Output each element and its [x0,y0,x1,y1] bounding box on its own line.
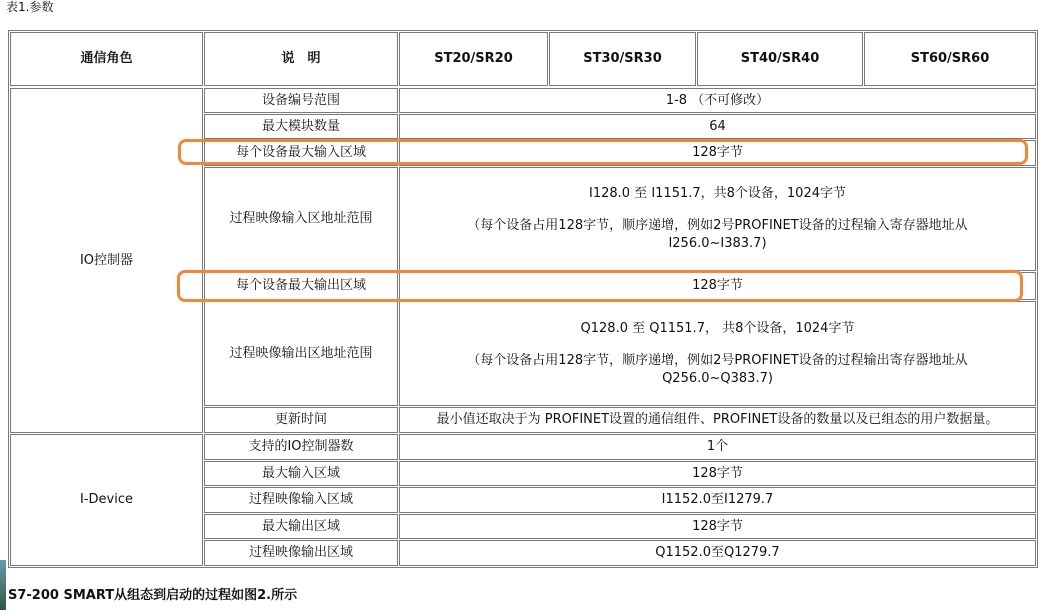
idev-row-desc: 最大输入区域 [204,461,398,486]
header-col-st60: ST60/SR60 [864,32,1036,86]
io-row-value [399,167,1036,271]
role-io-controller: IO控制器 [10,88,203,433]
footer-text: S7-200 SMART从组态到启动的过程如图2.所示 [8,588,298,603]
idev-row-value: 128字节 [399,461,1036,486]
idev-row-desc: 最大输出区域 [204,514,398,539]
table-caption: 表1.参数 [6,0,54,14]
output-range-line: Q128.0 至 Q1151.7， 共8个设备，1024字节 [580,320,855,336]
header-role: 通信角色 [10,32,203,86]
idev-row-desc: 过程映像输出区域 [204,540,398,566]
io-row-desc: 每个设备最大输入区域 [204,140,398,166]
idev-row-value: 128字节 [399,514,1036,539]
header-col-st40: ST40/SR40 [697,32,863,86]
idev-row-value: 1个 [399,434,1036,460]
output-range-note: （每个设备占用128字节，顺序递增，例如2号PROFINET设备的过程输出寄存器地址从 [467,352,968,368]
io-row-desc: 最大模块数量 [204,114,398,139]
io-row-value: 128字节 [399,272,1036,300]
input-range-note: （每个设备占用128字节，顺序递增，例如2号PROFINET设备的过程输入寄存器地址从 [467,218,968,233]
idev-row-desc: 支持的IO控制器数 [204,434,398,460]
idev-row-desc: 过程映像输入区域 [204,487,398,513]
header-col-st30: ST30/SR30 [549,32,696,86]
header-col-st20: ST20/SR20 [399,32,548,86]
io-row-value: 128字节 [399,140,1036,166]
io-row-desc: 更新时间 [204,407,398,433]
io-row-value: 64 [399,114,1036,139]
io-row-value: 最小值还取决于为 PROFINET设置的通信组件、PROFINET设备的数量以及已组态的用户数据量。 [399,407,1036,433]
io-row-desc: 每个设备最大输出区域 [204,272,398,300]
input-range-line: I128.0 至 I1151.7，共8个设备，1024字节 [589,186,846,201]
io-row-desc: 过程映像输入区地址范围 [204,167,398,271]
io-row-desc: 设备编号范围 [204,88,398,113]
header-desc: 说 明 [204,32,398,86]
io-row-value: 1-8 （不可修改） [399,88,1036,113]
idev-row-value: I1152.0至I1279.7 [399,487,1036,513]
io-row-value [399,301,1036,406]
window-edge-strip [0,560,6,610]
idev-row-value: Q1152.0至Q1279.7 [399,540,1036,566]
input-range-note-end: I256.0~I383.7) [668,236,767,251]
output-range-note-end: Q256.0~Q383.7) [662,370,773,386]
role-i-device: I-Device [10,434,203,566]
io-row-desc: 过程映像输出区地址范围 [204,301,398,406]
